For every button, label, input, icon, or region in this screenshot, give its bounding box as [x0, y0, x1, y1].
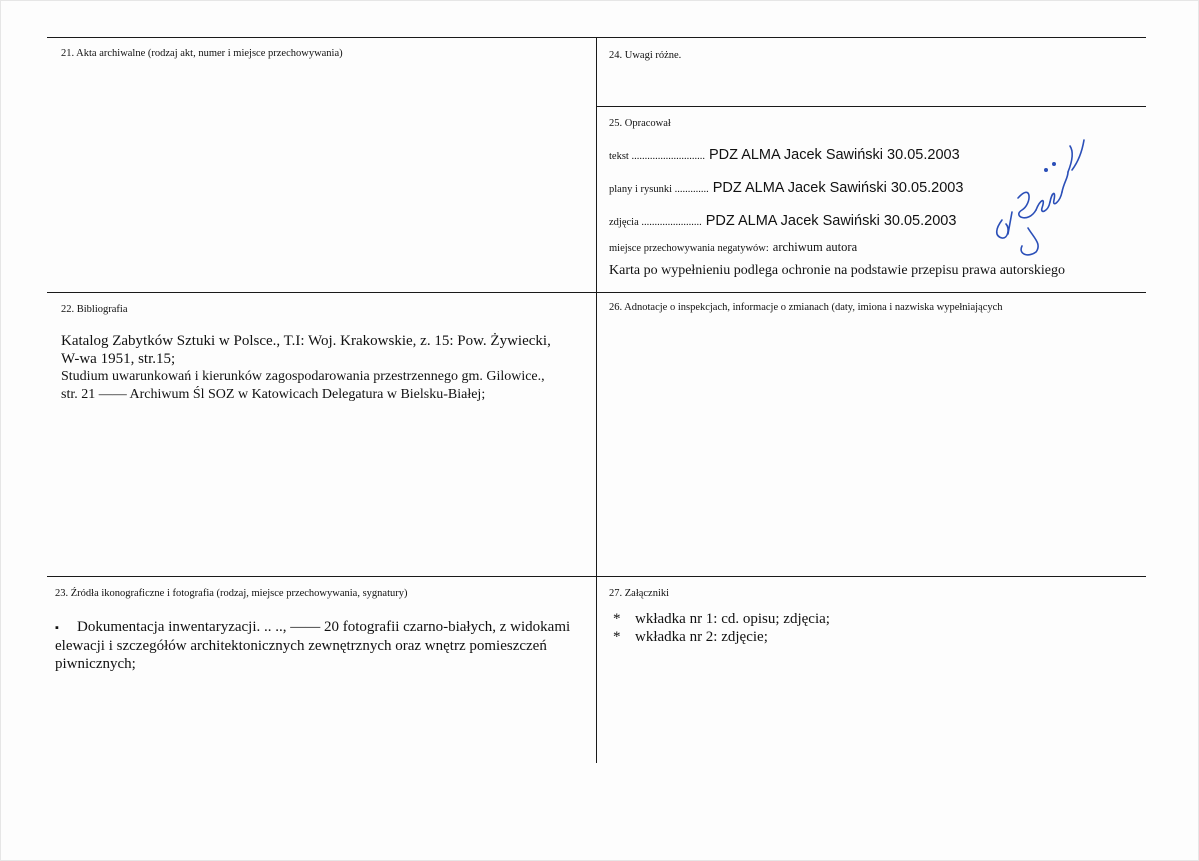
box25-label: 25. Opracował — [609, 118, 671, 129]
asterisk-bullet-icon: * — [613, 611, 621, 627]
box23-label: 23. Źródła ikonograficzne i fotografia (rodzaj, miejsce przechowywania, sygnatury) — [55, 588, 408, 599]
zrodla-text — [55, 618, 590, 673]
negatywy-label: miejsce przechowywania negatywów: — [609, 243, 769, 254]
zrodla-line-1-row — [55, 618, 590, 637]
bibliografia-line-2: W-wa 1951, str.15; — [61, 351, 176, 367]
tekst-label: tekst ............................ — [609, 151, 705, 162]
plany-label: plany i rysunki ............. — [609, 184, 709, 195]
square-bullet-icon: ▪ — [55, 622, 59, 634]
bibliografia-text — [61, 332, 591, 404]
negatywy-value: archiwum autora — [772, 240, 858, 254]
zalaczniki-list — [613, 610, 830, 646]
copyright-note: Karta po wypełnieniu podlega ochronie na podstawie przepisu prawa autorskiego — [609, 263, 1066, 278]
divider-24-25 — [596, 106, 1146, 107]
zrodla-line-3: piwnicznych; — [55, 656, 136, 672]
zalacznik-2: wkładka nr 2: zdjęcie; — [635, 629, 768, 645]
bibliografia-line-1: Katalog Zabytków Sztuki w Polsce., T.I: Woj. Krakowskie, z. 15: Pow. Żywiecki, — [61, 333, 551, 349]
box26-label: 26. Adnotacje o inspekcjach, informacje o zmianach (daty, imiona i nazwiska wypełniających — [609, 302, 1003, 313]
tekst-value: PDZ ALMA Jacek Sawiński 30.05.2003 — [708, 147, 960, 163]
list-item — [613, 628, 830, 646]
asterisk-bullet-icon: * — [613, 629, 621, 645]
negatywy-row — [609, 238, 857, 258]
zalacznik-1: wkładka nr 1: cd. opisu; zdjęcia; — [635, 611, 830, 627]
zrodla-line-2: elewacji i szczegółów architektonicznych zewnętrznych oraz wnętrz pomieszczeń — [55, 638, 547, 654]
list-item — [613, 610, 830, 628]
signature-graphic — [988, 112, 1098, 262]
box22-label: 22. Bibliografia — [61, 304, 128, 315]
bibliografia-line-4: str. 21 —— Archiwum Śl SOZ w Katowicach Delegatura w Bielsku-Białej; — [61, 387, 486, 402]
zrodla-line-1: Dokumentacja inwentaryzacji. .. .., —— 20 fotografii czarno-białych, z widokami — [77, 619, 571, 635]
center-divider — [596, 37, 597, 763]
box21-label: 21. Akta archiwalne (rodzaj akt, numer i miejsce przechowywania) — [61, 48, 343, 59]
zdjecia-value: PDZ ALMA Jacek Sawiński 30.05.2003 — [705, 213, 957, 229]
box24-label: 24. Uwagi różne. — [609, 50, 682, 61]
plany-value: PDZ ALMA Jacek Sawiński 30.05.2003 — [712, 180, 964, 196]
tekst-row — [609, 146, 960, 166]
zdjecia-label: zdjęcia ....................... — [609, 217, 702, 228]
bibliografia-line-3: Studium uwarunkowań i kierunków zagospodarowania przestrzennego gm. Gilowice., — [61, 369, 545, 384]
plany-row — [609, 179, 963, 199]
box27-label: 27. Załączniki — [609, 588, 670, 599]
zdjecia-row — [609, 212, 956, 232]
